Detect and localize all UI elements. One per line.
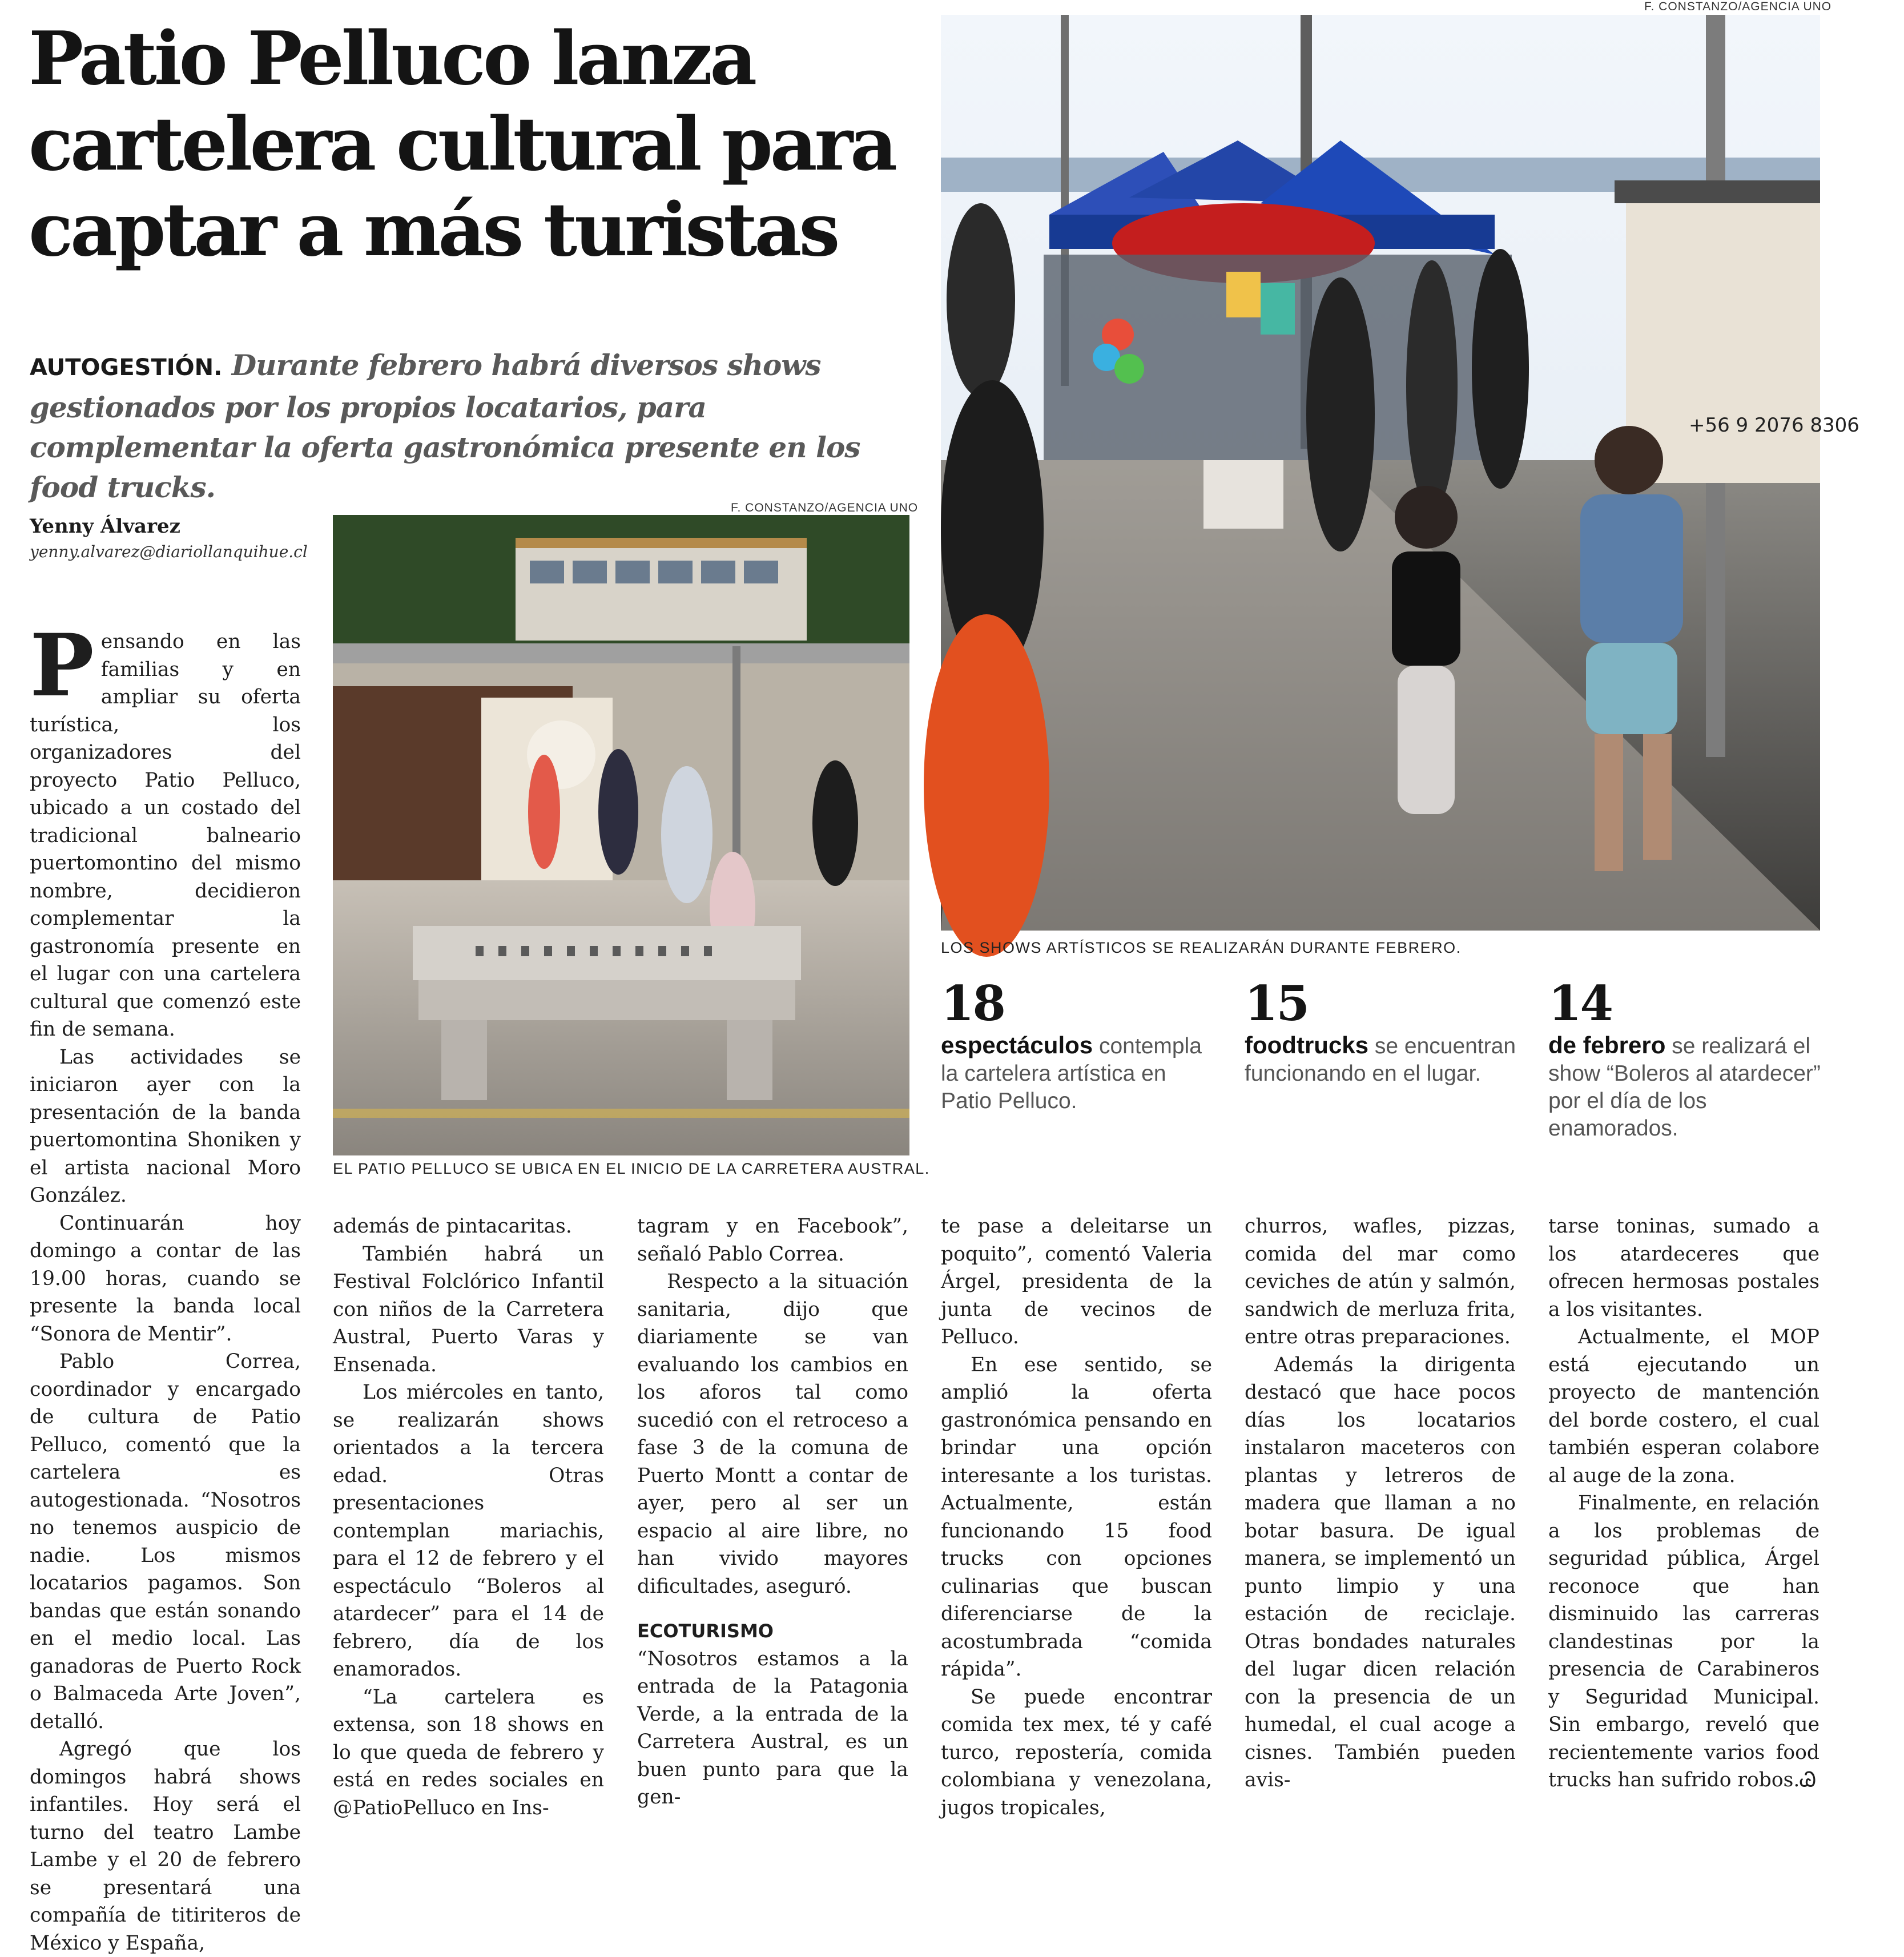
body-column-2 — [333, 1213, 604, 1822]
col1-paragraph-3: Continuarán hoy domingo a contar de las 19.00 horas, cuando se presente la banda local “Sonora de Mentir”. — [30, 1211, 301, 1346]
secondary-photo-caption: EL PATIO PELLUCO SE UBICA EN EL INICIO DE LA CARRETERA AUSTRAL. — [333, 1160, 930, 1177]
col3-paragraph-2: Respecto a la situación sanitaria, dijo que diariamente se van evaluando los cambios en los aforos tal como sucedió con el retroceso a fase 3 de la comuna de Puerto Montt a contar de ayer, pero al ser un espacio al aire libre, no han vivido mayores dificultades, aseguró. — [637, 1270, 908, 1598]
col2-paragraph-2: También habrá un Festival Folclórico Infantil con niños de la Carretera Austral, Puerto Varas y Ensenada. — [333, 1242, 604, 1376]
col6-paragraph-3: Finalmente, en relación a los problemas de seguridad pública, Árgel reconoce que han disminuido las carreras clandestinas por la presencia de Carabineros y Seguridad Municipal. Sin embargo, reveló que recientemente varios food trucks han sufrido robos.Ꮚ — [1548, 1492, 1820, 1791]
booth-phone-text: +56 9 2076 8306 — [1689, 414, 1859, 437]
main-photo-credit: F. CONSTANZO/AGENCIA UNO — [1644, 0, 1832, 13]
stat-3-number: 14 — [1548, 975, 1612, 1032]
section-subhead-ecoturismo: ECOTURISMO — [637, 1620, 774, 1642]
col1-paragraph-5: Agregó que los domingos habrá shows infantiles. Hoy será el turno del teatro Lambe Lambe y el 20 de febrero se presentará una compañía de titiriteros de México y España, — [30, 1738, 301, 1955]
stat-2-bold: foodtrucks — [1245, 1032, 1369, 1058]
col5-paragraph-1: churros, wafles, pizzas, comida del mar como ceviches de atún y salmón, sandwich de merluza frita, entre otras preparaciones. — [1245, 1215, 1516, 1348]
byline-author: Yenny Álvarez — [30, 515, 180, 538]
col3-paragraph-1: tagram y en Facebook”, señaló Pablo Correa. — [637, 1215, 908, 1266]
market-scene-illustration — [941, 15, 1859, 931]
body-column-3 — [637, 1213, 908, 1811]
dropcap: P — [30, 615, 94, 716]
col2-paragraph-1: además de pintacaritas. — [333, 1215, 572, 1238]
stat-1-bold: espectáculos — [941, 1032, 1093, 1058]
col3-paragraph-3: “Nosotros estamos a la entrada de la Patagonia Verde, a la entrada de la Carretera Austral, es un buen punto para que la gen- — [637, 1647, 908, 1809]
stat-2-rest: se encuentran funcionando en el lugar. — [1245, 1034, 1516, 1086]
stat-3-bold: de febrero — [1548, 1032, 1666, 1058]
body-column-1 — [30, 615, 301, 1957]
byline-email: yenny.alvarez@diariollanquihue.cl — [30, 542, 308, 561]
main-photo-caption: LOS SHOWS ARTÍSTICOS SE REALIZARÁN DURANTE FEBRERO. — [941, 939, 1462, 956]
col4-paragraph-3: Se puede encontrar comida tex mex, té y café turco, repostería, comida colombiana y venezolana, jugos tropicales, — [941, 1685, 1212, 1819]
stat-2-number: 15 — [1245, 975, 1308, 1032]
col5-paragraph-2: Además la dirigenta destacó que hace pocos días los locatarios instalaron maceteros con plantas y letreros de madera que llaman a no botar basura. De igual manera, se implementó un punto limpio y una estación de reciclaje. Otras bondades naturales del lugar dicen relación con la presencia de un humedal, el cual acoge a cisnes. También pueden avis- — [1245, 1353, 1516, 1791]
stat-1-text — [941, 1032, 1215, 1115]
col1-paragraph-2: Las actividades se iniciaron ayer con la presentación de la banda puertomontina Shoniken y el artista nacional Moro González. — [30, 1045, 301, 1207]
headline-line-2: cartelera cultural para — [29, 102, 895, 187]
stat-2-text — [1245, 1032, 1519, 1088]
stat-block-2 — [1245, 975, 1519, 1088]
stat-block-1 — [941, 975, 1215, 1115]
body-column-5 — [1245, 1213, 1516, 1794]
col4-paragraph-1: te pase a deleitarse un poquito”, comentó Valeria Árgel, presidenta de la junta de vecinos de Pelluco. — [941, 1215, 1212, 1348]
stat-1-rest: contempla la cartelera artística en Patio Pelluco. — [941, 1034, 1202, 1113]
plaza-scene-illustration — [333, 515, 909, 1155]
stat-3-rest: se realizará el show “Boleros al atardecer” por el día de los enamorados. — [1548, 1034, 1821, 1141]
col2-paragraph-4: “La cartelera es extensa, son 18 shows en lo que queda de febrero y está en redes sociales en @PatioPelluco en Ins- — [333, 1685, 604, 1819]
col4-paragraph-2: En ese sentido, se amplió la oferta gastronómica pensando en brindar una opción interesante a los turistas. Actualmente, están funcionando 15 food trucks con opciones culinarias que buscan diferenciarse de la acostumbrada “comida rápida”. — [941, 1353, 1212, 1681]
col1-paragraph-1: Pensando en las familias y en ampliar su oferta turística, los organizadores del proyecto Patio Pelluco, ubicado a un costado del tradicional balneario puertomontino del mismo nombre, decidieron complementar la gastronomía presente en el lugar con una cartelera cultural que comenzó este fin de semana. — [30, 615, 301, 1041]
subhead-tag: AUTOGESTIÓN. — [30, 355, 223, 381]
body-column-6 — [1548, 1213, 1820, 1794]
headline — [29, 16, 919, 273]
secondary-photo-credit: F. CONSTANZO/AGENCIA UNO — [731, 501, 919, 514]
col1-paragraph-4: Pablo Correa, coordinador y encargado de cultura de Patio Pelluco, comentó que la cartelera es autogestionada. “Nosotros no tenemos auspicio de nadie. Los mismos locatarios pagamos. Son bandas que están sonando en el medio local. Las ganadoras de Puerto Rock o Balmaceda Arte Joven”, detalló. — [30, 1350, 301, 1733]
body-column-4 — [941, 1213, 1212, 1822]
stat-block-3 — [1548, 975, 1822, 1142]
main-photo — [941, 15, 1859, 931]
secondary-photo — [333, 515, 909, 1155]
subhead-text: Durante febrero habrá diversos shows gestionados por los propios locatarios, para complementar la oferta gastronómica presente en los food trucks. — [30, 348, 860, 504]
col6-paragraph-1: tarse toninas, sumado a los atardeceres que ofrecen hermosas postales a los visitantes. — [1548, 1215, 1820, 1321]
stat-1-number: 18 — [941, 975, 1004, 1032]
col2-paragraph-3: Los miércoles en tanto, se realizarán shows orientados a la tercera edad. Otras presentaciones contemplan mariachis, para el 12 de febrero y el espectáculo “Boleros al atardecer” para el 14 de febrero, día de los enamorados. — [333, 1381, 604, 1681]
end-mark-icon: Ꮚ — [1800, 1769, 1817, 1791]
headline-line-1: Patio Pelluco lanza — [29, 16, 755, 102]
stat-3-text — [1548, 1032, 1822, 1142]
headline-line-3: captar a más turistas — [29, 187, 838, 273]
subhead — [30, 345, 920, 508]
col6-paragraph-2: Actualmente, el MOP está ejecutando un proyecto de mantención del borde costero, el cual también esperan colabore al auge de la zona. — [1548, 1326, 1820, 1487]
